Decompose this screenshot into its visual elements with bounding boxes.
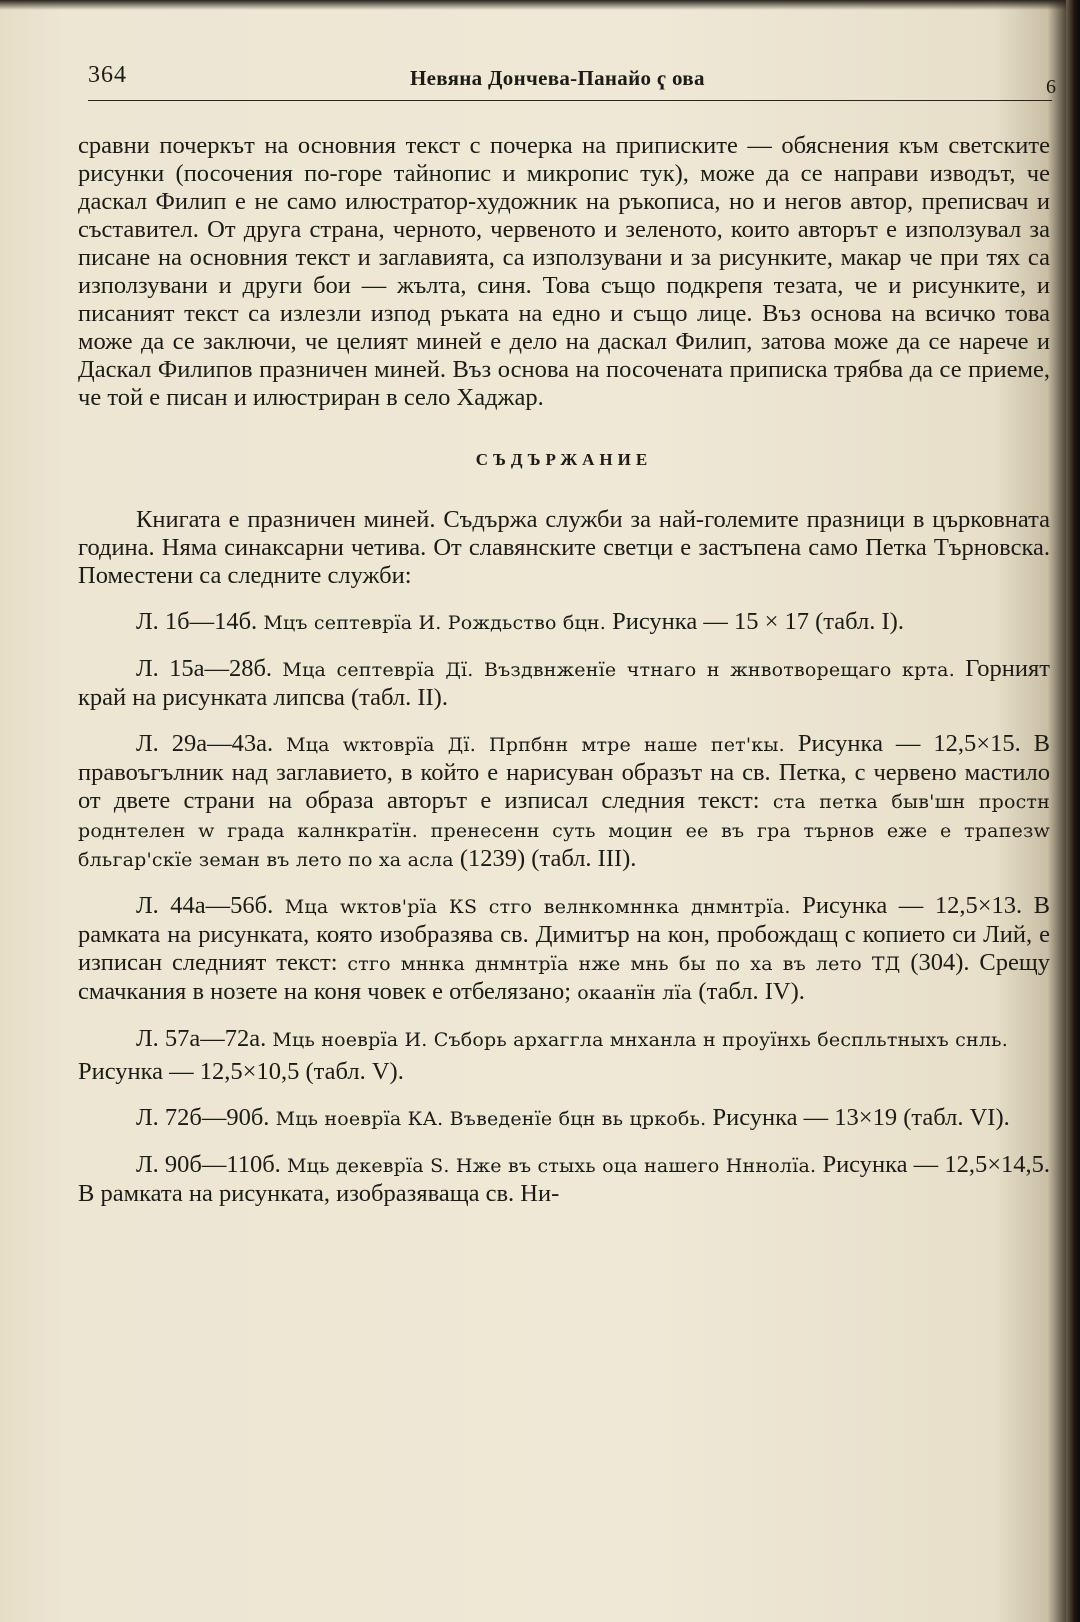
entry-text-end: (табл. IV). — [698, 978, 805, 1005]
entry-folio: Л. 29а—43а. — [136, 730, 274, 757]
entry-7 — [78, 1151, 1050, 1208]
running-head: Невяна Дончева-Панайо ҁ ова — [410, 66, 705, 90]
entry-2 — [78, 655, 1050, 712]
intro-paragraph: сравни почеркът на основния текст с почерка на приписките — обяснения към светските рисунки (посочения по-горе тайнопис и микропис тук), може да се направи изводът, че даскал Филип е не само илюстратор-художник на ръкописа, но и негов автор, преписвач и съставител. От друга страна, черното, червеното и зеленото, които авторът е използувал за писане на основния текст и заглавията, са използувани и за рисунките, макар че при тях са използувани и други бои — жълта, синя. Това също подкрепя тезата, че и рисунките, и писаният текст са излезли изпод ръката на едно и също лице. Въз основа на всичко това може да се заключи, че целият миней е дело на даскал Филип, затова може да се нарече и Даскал Филипов празничен миней. Въз основа на посочената приписка трябва да се приеме, че той е писан и илюстриран в село Хаджар. — [78, 132, 1050, 411]
entry-text: Рисунка — 12,5×13. В рамката на рисунката, която изобразява св. Димитър на кон, пробождащ с копието си Лий, е изписан следният текст: — [78, 892, 1051, 976]
entry-4 — [78, 892, 1050, 1007]
entry-slavonic: Мць ноеврїа КА. Въведенїе бцн вь цркобь. — [275, 1108, 707, 1130]
book-spine-edge — [1066, 0, 1080, 1622]
entry-folio: Л. 90б—110б. — [136, 1151, 281, 1178]
header-rule — [88, 100, 1052, 101]
entry-text: Рисунка — 12,5×15. В правоъгълник над заглавието, в който е нарисуван образът на св. Петка, с червено мастило от двете страни на образа авторът е изписал следния текст: — [78, 730, 1051, 814]
page-number: 364 — [88, 62, 127, 88]
entry-slavonic: Мць декеврїа Ѕ. Нже въ стыхь оца нашего Нннолїа. — [287, 1155, 817, 1177]
entry-slavonic: Мца септеврїа Дї. Въздвнженїе чтнаго н жнвотворещаго крта. — [282, 659, 955, 681]
entry-text: Горният край на рисунката липсва (табл. II). — [78, 655, 1051, 711]
entry-slavonic: Мць ноеврїа И. Събоpь архагглa мнханла н проуїнхь беспльтныхъ снль. — [272, 1029, 1008, 1051]
entry-slavonic-quote: ста петка быв'шн простн роднтелен w града калнкратїн. пренесенн суть моцин ее въ гра търнов еже е трапезw бльгар'скїе земан въ лето по ха асла — [78, 791, 1051, 871]
entry-text: Рисунка — 15 × 17 (табл. I). — [612, 608, 904, 635]
entry-5-drawing: Рисунка — 12,5×10,5 (табл. V). — [78, 1058, 404, 1085]
entry-text-cont: (1239) (табл. III). — [459, 845, 637, 872]
entry-text: Рисунка — 13×19 (табл. VI). — [712, 1104, 1010, 1131]
section-heading: СЪДЪРЖАНИЕ — [475, 450, 653, 469]
scan-top-shadow — [0, 0, 1080, 10]
entry-slavonic: Мца wктов'рїа КЅ стго велнкомннка днмнтрїа. — [284, 896, 791, 918]
entry-slavonic-quote: стго мннка днмнтрїа нже мнь бы по ха въ лето ТД — [347, 953, 901, 975]
entry-5 — [78, 1025, 1050, 1054]
entry-text-cont: (304). Срещу смачкания в нозете на коня човек е отбелязано; — [78, 949, 1050, 1005]
section-lead: Книгата е празничен миней. Съдържа служби за най-големите празници в църковната година. Няма синаксарни четива. От славянските светци е застъпена само Петка Търновска. Поместени са следните служби: — [78, 506, 1050, 589]
entry-1 — [78, 608, 1050, 637]
edge-number: 6 — [1046, 76, 1056, 98]
entry-folio: Л. 72б—90б. — [136, 1104, 270, 1131]
entry-folio: Л. 57а—72а. — [136, 1025, 267, 1052]
entry-folio: Л. 44а—56б. — [136, 892, 274, 919]
entry-folio: Л. 1б—14б. — [136, 608, 258, 635]
page-body — [78, 132, 1050, 1208]
entry-slavonic: Мцъ септеврїа И. Рождьство бцн. — [263, 612, 607, 634]
entry-6 — [78, 1104, 1050, 1133]
entry-folio: Л. 15а—28б. — [136, 655, 273, 682]
entry-slavonic: Мца wктоврїа Дї. Прпбнн мтре наше пет'кы. — [286, 734, 785, 756]
entry-slavonic-note: окаанїн лїа — [577, 982, 693, 1004]
page-header — [88, 58, 1060, 102]
entry-text: Рисунка — 12,5×14,5. В рамката на рисунката, изобразяваща св. Ни- — [78, 1151, 1051, 1207]
entry-3 — [78, 730, 1050, 874]
